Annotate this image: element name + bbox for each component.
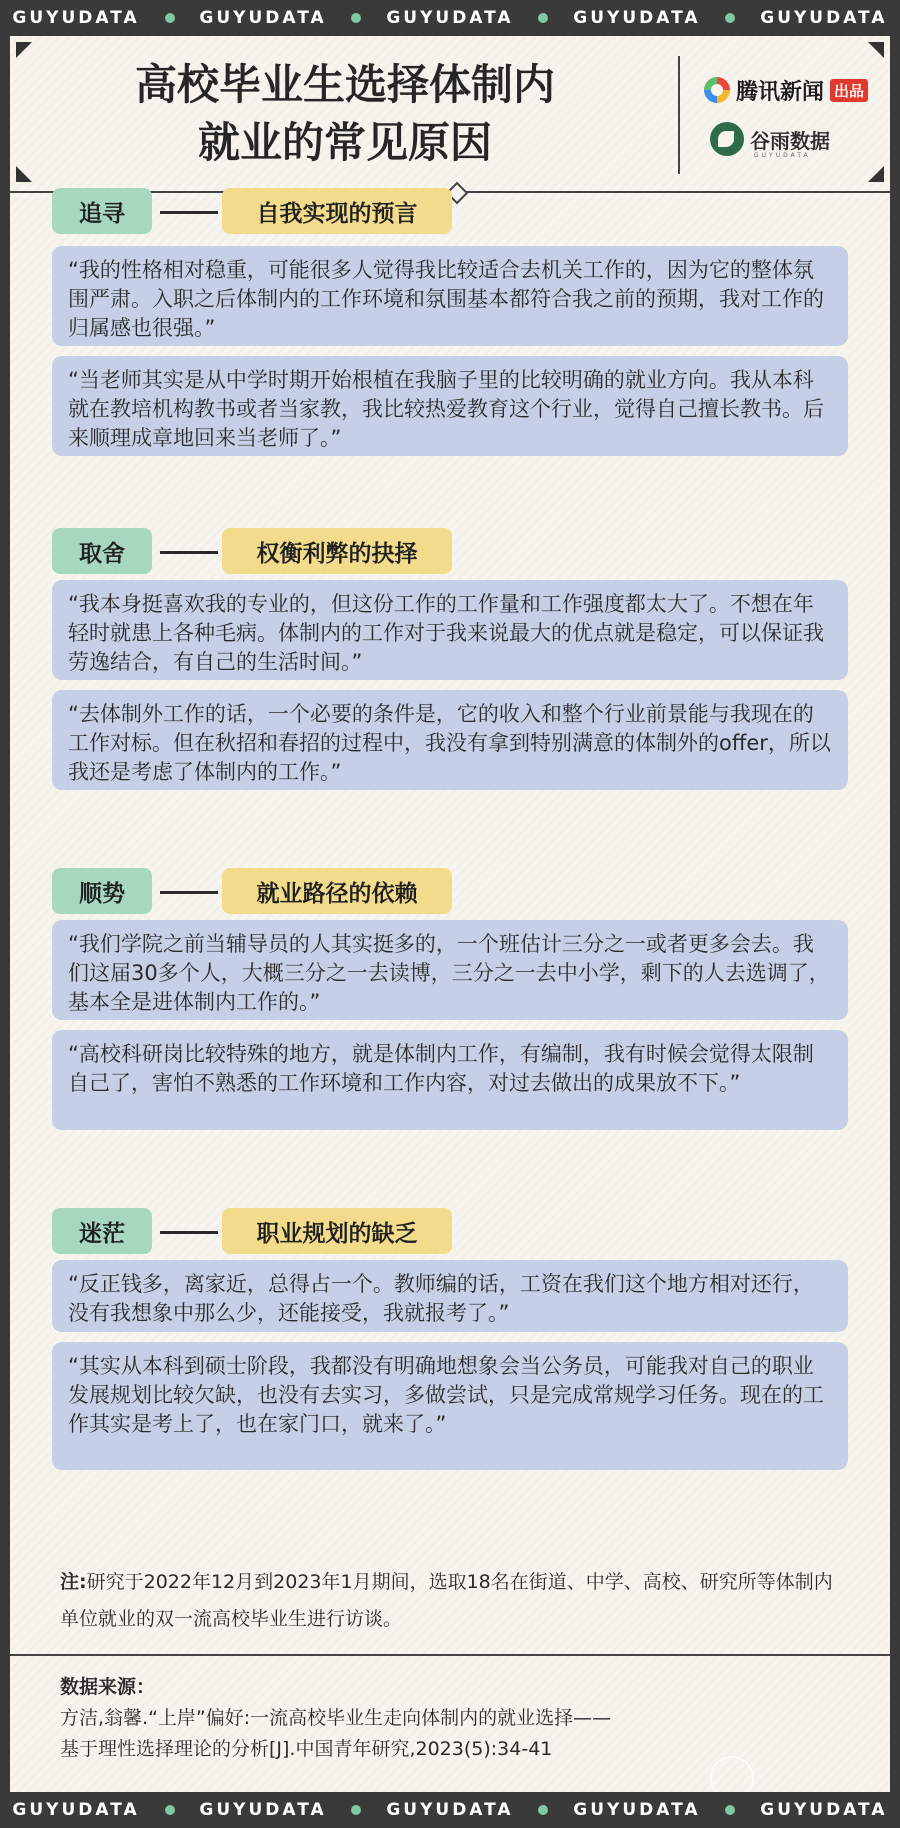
tencent-logo-icon — [704, 77, 730, 103]
ticker-text: GUYUDATA — [573, 8, 701, 28]
logo-subtitle: GUYUDATA — [754, 152, 811, 159]
quote-card: “我的性格相对稳重，可能很多人觉得我比较适合去机关工作的，因为它的整体氛围严肃。入职之后体制内的工作环境和氛围基本都符合我之前的预期，我对工作的归属感也很强。” — [52, 246, 848, 346]
logo-name: 腾讯新闻 — [736, 79, 825, 105]
title-line: 就业的常见原因 — [197, 118, 492, 167]
data-source — [60, 1672, 850, 1765]
quote-card: “去体制外工作的话，一个必要的条件是，它的收入和整个行业前景能与我现在的工作对标。但在秋招和春招的过程中，我没有拿到特别满意的体制外的offer，所以我还是考虑了体制内的工作。” — [52, 690, 848, 790]
header-divider — [678, 56, 680, 174]
ticker-text: GUYUDATA — [12, 1800, 140, 1820]
ticker-text: GUYUDATA — [760, 1800, 888, 1820]
footer-divider — [10, 1654, 890, 1656]
section-heading: 自我实现的预言 — [222, 188, 452, 234]
ticker-text: GUYUDATA — [573, 1800, 701, 1820]
dot-icon — [351, 13, 361, 23]
section-momentum — [52, 868, 848, 1095]
ticker-text: GUYUDATA — [199, 8, 327, 28]
top-ticker — [0, 0, 900, 36]
section-tag: 迷茫 — [52, 1208, 152, 1254]
quote-card: “当老师其实是从中学时期开始根植在我脑子里的比较明确的就业方向。我从本科就在教培机构教书或者当家教，我比较热爱教育这个行业，觉得自己擅长教书。后来顺理成章地回来当老师了。” — [52, 356, 848, 456]
section-header — [52, 1208, 848, 1254]
section-header — [52, 868, 848, 914]
dot-icon — [165, 1805, 175, 1815]
ticker-text: GUYUDATA — [760, 8, 888, 28]
dash-divider — [160, 891, 218, 894]
section-confusion — [52, 1208, 848, 1436]
section-pursuit — [52, 188, 848, 450]
section-heading: 权衡利弊的抉择 — [222, 528, 452, 574]
ticker-text: GUYUDATA — [12, 8, 140, 28]
dot-icon — [165, 13, 175, 23]
section-tradeoff — [52, 528, 848, 784]
ticker-text: GUYUDATA — [386, 8, 514, 28]
quote-card: “反正钱多，离家近，总得占一个。教师编的话，工资在我们这个地方相对还行，没有我想象中那么少，还能接受，我就报考了。” — [52, 1260, 848, 1332]
guyu-data-logo — [710, 122, 830, 159]
source-citation-line: 方洁,翁馨.“上岸”偏好:一流高校毕业生走向体制内的就业选择—— — [60, 1707, 612, 1729]
section-heading: 职业规划的缺乏 — [222, 1208, 452, 1254]
dot-icon — [725, 1805, 735, 1815]
tencent-news-logo — [704, 70, 868, 110]
dot-icon — [725, 13, 735, 23]
corner-decoration — [16, 42, 32, 58]
ticker-text: GUYUDATA — [199, 1800, 327, 1820]
source-citation-line: 基于理性选择理论的分析[J].中国青年研究,2023(5):34-41 — [60, 1738, 553, 1760]
logo-name: 谷雨数据 — [750, 128, 830, 153]
dot-icon — [351, 1805, 361, 1815]
dash-divider — [160, 551, 218, 554]
source-label: 数据来源： — [60, 1676, 156, 1698]
corner-decoration — [868, 42, 884, 58]
corner-decoration — [868, 166, 884, 182]
dash-divider — [160, 1231, 218, 1234]
section-heading: 就业路径的依赖 — [222, 868, 452, 914]
section-tag: 顺势 — [52, 868, 152, 914]
page-title — [50, 56, 640, 172]
quote-card: “高校科研岗比较特殊的地方，就是体制内工作，有编制，我有时候会觉得太限制自己了，害怕不熟悉的工作环境和工作内容，对过去做出的成果放不下。” — [52, 1030, 848, 1130]
section-header — [52, 528, 848, 574]
quote-card: “我本身挺喜欢我的专业的，但这份工作的工作量和工作强度都太大了。不想在年轻时就患上各种毛病。体制内的工作对于我来说最大的优点就是稳定，可以保证我劳逸结合，有自己的生活时间。” — [52, 580, 848, 680]
section-tag: 取舍 — [52, 528, 152, 574]
dot-icon — [538, 1805, 548, 1815]
note-label: 注: — [60, 1571, 87, 1593]
note-text: 研究于2022年12月到2023年1月期间，选取18名在街道、中学、高校、研究所等体制内单位就业的双一流高校毕业生进行访谈。 — [60, 1571, 833, 1630]
quote-card: “我们学院之前当辅导员的人其实挺多的，一个班估计三分之一或者更多会去。我们这届30多个人，大概三分之一去读博，三分之一去中小学，剩下的人去选调了，基本全是进体制内工作的。” — [52, 920, 848, 1020]
section-tag: 追寻 — [52, 188, 152, 234]
guyu-logo-icon — [710, 122, 744, 156]
bottom-ticker — [0, 1792, 900, 1828]
ticker-text: GUYUDATA — [386, 1800, 514, 1820]
section-header — [52, 188, 848, 234]
dot-icon — [538, 13, 548, 23]
corner-decoration — [16, 166, 32, 182]
title-line: 高校毕业生选择体制内 — [134, 60, 555, 109]
infographic-card — [10, 36, 890, 1792]
research-note — [60, 1564, 850, 1638]
quote-card: “其实从本科到硕士阶段，我都没有明确地想象会当公务员，可能我对自己的职业发展规划比较欠缺，也没有去实习，多做尝试，只是完成常规学习任务。现在的工作其实是考上了，也在家门口，就来了。” — [52, 1342, 848, 1470]
logo-tag: 出品 — [830, 79, 868, 102]
dash-divider — [160, 211, 218, 214]
